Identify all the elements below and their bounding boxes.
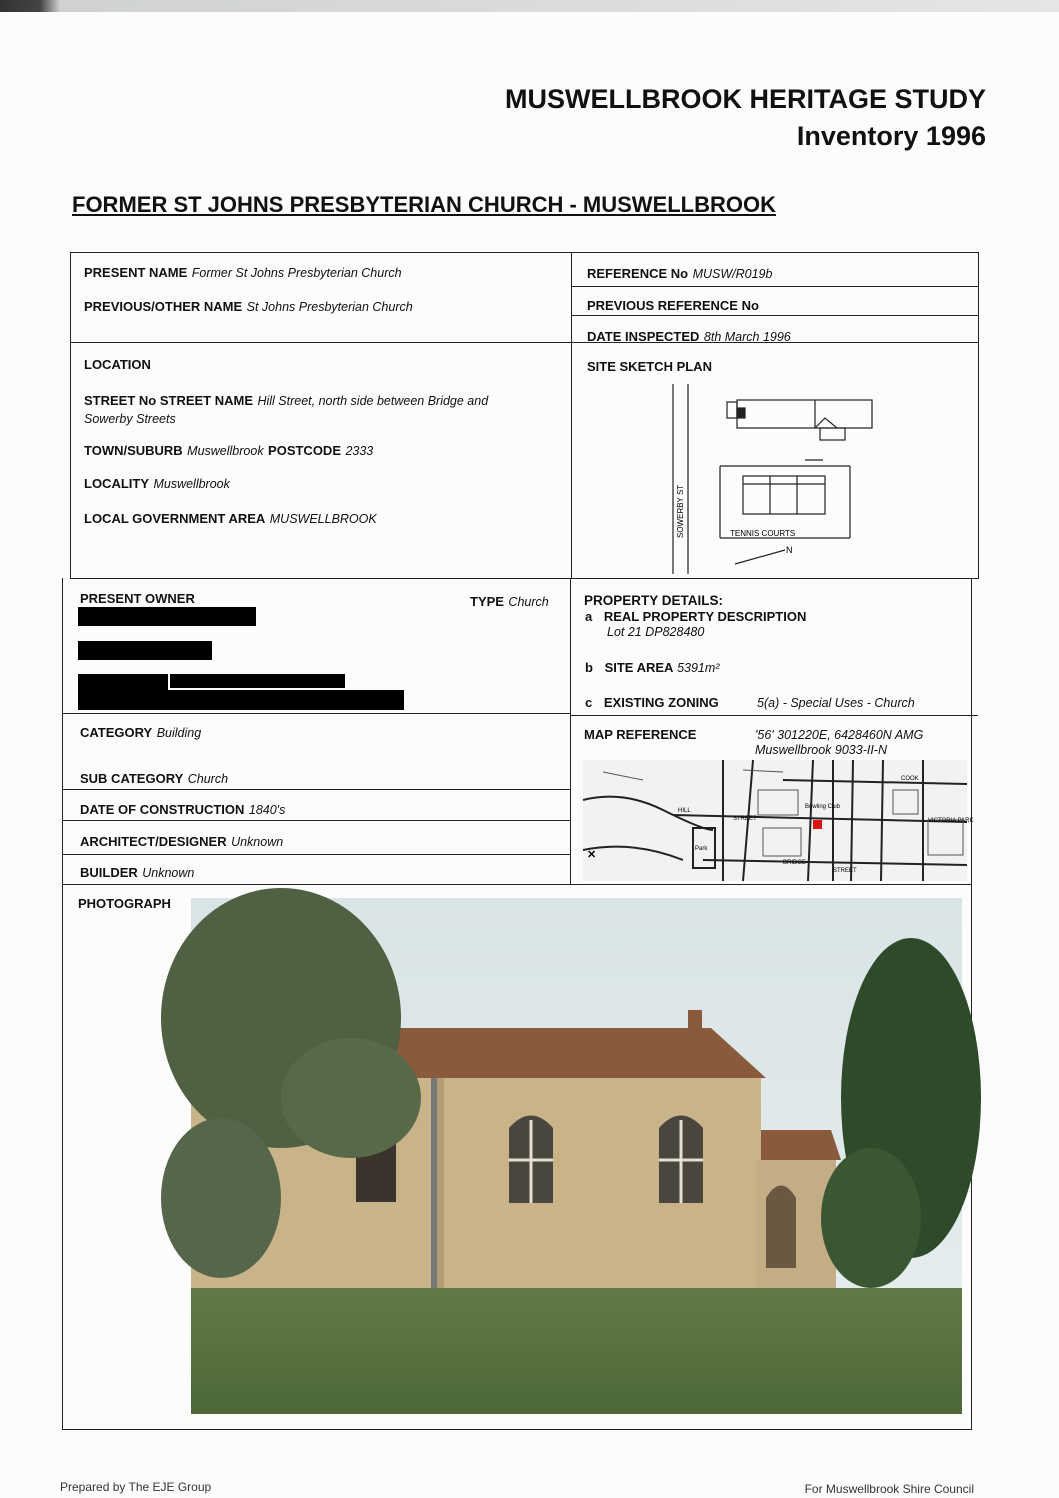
inventory-year: Inventory 1996: [796, 121, 986, 151]
property-b: [585, 660, 719, 675]
previous-name-value: St Johns Presbyterian Church: [246, 300, 413, 314]
sketch-courts-label: TENNIS COURTS: [730, 529, 796, 538]
item-title: FORMER ST JOHNS PRESBYTERIAN CHURCH - MUSWELLBROOK: [72, 192, 777, 217]
site-sketch-plan: [575, 378, 975, 576]
locality-label: LOCALITY: [84, 476, 149, 491]
map-label: STREET: [833, 868, 857, 874]
town-field: [84, 442, 373, 460]
architect-field: [80, 833, 283, 851]
present-name-label: PRESENT NAME: [84, 265, 188, 280]
builder-label: BUILDER: [80, 865, 138, 880]
previous-reference-field: [587, 297, 759, 315]
street-field: [84, 392, 554, 428]
property-b-value: 5391m²: [677, 661, 720, 675]
property-c: [585, 695, 915, 710]
map-label: BRIDGE: [783, 860, 807, 866]
church-photograph: [191, 898, 962, 1414]
property-a-label: REAL PROPERTY DESCRIPTION: [603, 609, 807, 624]
footer-right: For Muswellbrook Shire Council: [804, 1482, 974, 1496]
footer-left: Prepared by The EJE Group: [60, 1480, 212, 1494]
scan-edge: [0, 0, 1059, 12]
date-inspected-value: 8th March 1996: [703, 330, 791, 344]
lga-label: LOCAL GOVERNMENT AREA: [84, 511, 266, 526]
reference-value: MUSW/R019b: [692, 267, 773, 281]
map-label: HILL: [678, 808, 691, 814]
property-b-letter: b: [585, 660, 593, 675]
type-value: Church: [508, 595, 549, 609]
construction-value: 1840's: [248, 803, 286, 817]
map-label: Park: [695, 846, 708, 852]
category-value: Building: [156, 726, 202, 740]
map-reference-value-line1: '56' 301220E, 6428460N AMG: [755, 728, 924, 742]
property-a: [585, 609, 806, 639]
date-inspected-field: [587, 328, 791, 346]
architect-value: Unknown: [231, 835, 284, 849]
type-field: [470, 593, 549, 611]
sub-category-field: [80, 770, 228, 788]
street-value-line2: Sowerby Streets: [84, 412, 176, 426]
property-c-letter: c: [585, 695, 593, 710]
reference-field: [587, 265, 772, 283]
locality-value: Muswellbrook: [153, 477, 230, 491]
property-c-value: 5(a) - Special Uses - Church: [757, 696, 915, 710]
locality-field: [84, 475, 230, 493]
construction-label: DATE OF CONSTRUCTION: [80, 802, 245, 817]
postcode-label: POSTCODE: [268, 443, 341, 458]
redaction-bar: [78, 641, 212, 660]
sketch-label: SITE SKETCH PLAN: [587, 359, 712, 374]
type-label: TYPE: [470, 594, 504, 609]
sketch-street-label: SOWERBY ST: [676, 484, 685, 538]
sketch-north-label: N: [786, 545, 793, 555]
date-inspected-label: DATE INSPECTED: [587, 329, 700, 344]
lga-value: MUSWELLBROOK: [269, 512, 377, 526]
location-label: LOCATION: [84, 357, 151, 372]
property-a-value: Lot 21 DP828480: [607, 625, 705, 639]
reference-label: REFERENCE No: [587, 266, 689, 281]
redaction-bar: [78, 607, 256, 626]
town-value: Muswellbrook: [187, 444, 264, 458]
street-value-line1: Hill Street, north side between Bridge and: [257, 394, 489, 408]
previous-reference-label: PREVIOUS REFERENCE No: [587, 298, 759, 313]
architect-label: ARCHITECT/DESIGNER: [80, 834, 227, 849]
street-label: STREET No STREET NAME: [84, 393, 254, 408]
map-reference-label: MAP REFERENCE: [584, 727, 697, 742]
town-label: TOWN/SUBURB: [84, 443, 183, 458]
owner-label: PRESENT OWNER: [80, 591, 195, 606]
study-title: MUSWELLBROOK HERITAGE STUDY: [505, 84, 986, 114]
redaction-bar: [170, 674, 345, 688]
sub-category-value: Church: [187, 772, 229, 786]
builder-value: Unknown: [142, 866, 195, 880]
previous-name-label: PREVIOUS/OTHER NAME: [84, 299, 243, 314]
map-label: COOK: [901, 776, 919, 782]
map-label: STREET: [733, 816, 757, 822]
map-label: Bowling Club: [805, 804, 841, 810]
sub-category-label: SUB CATEGORY: [80, 771, 184, 786]
previous-name-field: [84, 298, 413, 316]
property-c-label: EXISTING ZONING: [603, 695, 719, 710]
builder-field: [80, 864, 194, 882]
location-map: [583, 760, 974, 881]
property-b-label: SITE AREA: [604, 660, 674, 675]
photograph-label: PHOTOGRAPH: [78, 896, 171, 911]
present-name-value: Former St Johns Presbyterian Church: [191, 266, 402, 280]
present-name-field: [84, 264, 402, 282]
category-field: [80, 724, 201, 742]
construction-field: [80, 801, 285, 819]
property-label: PROPERTY DETAILS:: [584, 593, 724, 608]
redaction-bar: [78, 690, 404, 710]
map-label: VICTORIA PARK: [928, 818, 974, 824]
postcode-value: 2333: [345, 444, 374, 458]
map-north-marker: ✕: [587, 849, 597, 861]
property-a-letter: a: [585, 609, 593, 624]
category-label: CATEGORY: [80, 725, 153, 740]
map-reference-value-line2: Muswellbrook 9033-II-N: [755, 743, 887, 757]
lga-field: [84, 510, 377, 528]
